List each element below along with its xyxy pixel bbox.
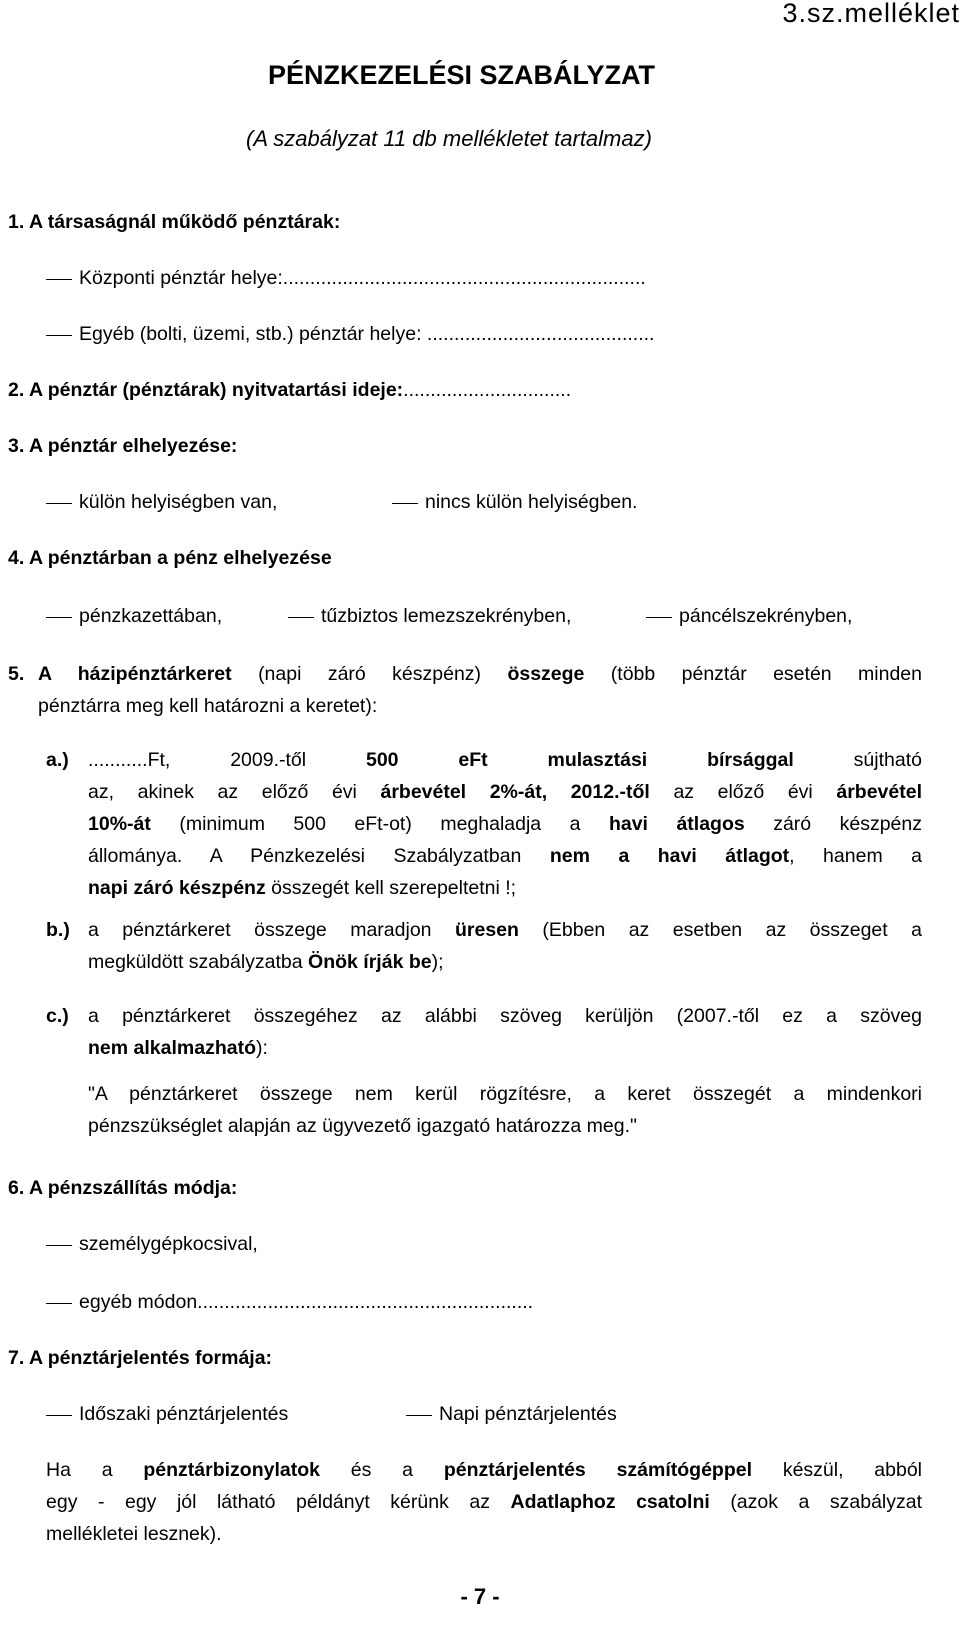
document-title: PÉNZKEZELÉSI SZABÁLYZAT [268, 60, 656, 90]
option-b-text-part: a pénztárkeret összege maradjon [88, 919, 432, 941]
option-b-label [46, 914, 70, 946]
option-a-text-part: záró készpénz [773, 813, 922, 835]
dash-marker [46, 503, 72, 504]
option-a-text-part: az, akinek az előző évi [88, 781, 357, 803]
s7-option-daily [406, 1398, 617, 1430]
option-b-marker: b.) [46, 919, 70, 941]
section-1-heading: 1. A társaságnál működő pénztárak: [8, 211, 341, 233]
section-7-heading: 7. A pénztárjelentés formája: [8, 1347, 273, 1369]
quote-line-1: "A pénztárkeret összege nem kerül rögzítésre, a keret összegét a mindenkori [88, 1083, 922, 1105]
quote-line-2: pénzszükséglet alapján az ügyvezető igazgató határozza meg." [88, 1115, 637, 1137]
option-b-text-part: (Ebben az esetben az összeget a [542, 919, 922, 941]
s1-option-other-label: Egyéb (bolti, üzemi, stb.) pénztár helye: .......................................... [79, 323, 655, 345]
dash-marker [46, 279, 72, 280]
option-b-text-part: megküldött szabályzatba [88, 951, 303, 973]
option-a-bold-part: nem a havi átlagot [549, 845, 790, 867]
section-5-paragraph [38, 658, 922, 722]
option-b-text [88, 914, 922, 978]
s3-option-1-label: külön helyiségben van, [79, 491, 278, 513]
s3-option-no-separate-room [392, 486, 637, 518]
s2-heading-text: 2. A pénztár (pénztárak) nyitvatartási ideje: [8, 379, 404, 401]
dash-marker [46, 617, 72, 618]
s4-option-1-label: pénzkazettában, [79, 605, 223, 627]
dash-marker [646, 617, 672, 618]
s4-option-3-label: páncélszekrényben, [679, 605, 853, 627]
option-a-text-part: összegét kell szerepeltetni !; [271, 877, 517, 899]
closing-bold-part: Adatlaphoz csatolni [510, 1491, 710, 1513]
s5-text-line-2: pénztárra meg kell határozni a keretet): [38, 695, 378, 717]
document-subtitle: (A szabályzat 11 db mellékletet tartalmaz) [246, 126, 652, 151]
s1-option-central [46, 262, 646, 294]
option-c-marker: c.) [46, 1005, 69, 1027]
option-a-text-part: sújtható [853, 749, 922, 771]
option-a-bold-part: 10%-át [88, 813, 151, 835]
s4-option-2-label: tűzbiztos lemezszekrényben, [321, 605, 572, 627]
s5-text: (napi záró készpénz) [258, 663, 482, 685]
option-a-bold-part: árbevétel [836, 781, 922, 803]
option-c-bold-part: nem alkalmazható [88, 1037, 256, 1059]
option-c-text [88, 1000, 922, 1064]
closing-paragraph [46, 1454, 922, 1550]
option-a-label [46, 744, 69, 776]
option-c-label [46, 1000, 69, 1032]
s4-option-safe [646, 600, 852, 632]
option-a-text-part: , hanem a [789, 845, 922, 867]
option-b-bold-part: Önök írják be [308, 951, 432, 973]
s7-option-periodic [46, 1398, 288, 1430]
s3-option-separate-room [46, 486, 277, 518]
s1-option-other [46, 318, 654, 350]
page-number: - 7 - [460, 1584, 500, 1609]
option-a-bold-part: 500 eFt mulasztási bírsággal [365, 749, 794, 771]
dash-marker [46, 1245, 72, 1246]
option-b-text-part: ); [431, 951, 444, 973]
s4-option-cash-box [46, 600, 222, 632]
option-a-text [88, 744, 922, 904]
closing-text-part: (azok a szabályzat [730, 1491, 923, 1513]
s2-dots: ............................... [403, 379, 572, 401]
option-a-bold-part: napi záró készpénz [88, 877, 266, 899]
s3-option-2-label: nincs külön helyiségben. [425, 491, 638, 513]
dash-marker [46, 1415, 72, 1416]
section-6-heading: 6. A pénzszállítás módja: [8, 1177, 238, 1199]
option-a-marker: a.) [46, 749, 69, 771]
s6-option-other [46, 1286, 533, 1318]
dash-marker [46, 1303, 72, 1304]
closing-text-part: és a [350, 1459, 414, 1481]
section-5-number: 5. [8, 663, 25, 685]
dash-marker [392, 503, 418, 504]
option-a-text-part: az előző évi [673, 781, 813, 803]
option-a-bold-part: árbevétel 2%-át, 2012.-től [380, 781, 650, 803]
option-a-text-part: (minimum 500 eFt-ot) meghaladja a [179, 813, 581, 835]
closing-text-part: Ha a [46, 1459, 113, 1481]
s6-option-2-label: egyéb módon.............................................................. [79, 1291, 534, 1313]
dash-marker [46, 335, 72, 336]
s5-bold-cash-limit: A házipénztárkeret [38, 663, 232, 685]
s4-option-fireproof-cabinet [288, 600, 571, 632]
s5-text: (több pénztár esetén minden [610, 663, 922, 685]
option-a-text-part: ...........Ft, 2009.-től [88, 749, 307, 771]
option-a-text-part: állománya. A Pénzkezelési Szabályzatban [88, 845, 522, 867]
s7-option-2-label: Napi pénztárjelentés [439, 1403, 617, 1425]
closing-text-part: készül, abból [782, 1459, 923, 1481]
option-c-quote [88, 1078, 922, 1142]
section-3-heading: 3. A pénztár elhelyezése: [8, 435, 238, 457]
closing-text-line-3: mellékletei lesznek). [46, 1523, 222, 1545]
dash-marker [406, 1415, 432, 1416]
annex-label: 3.sz.melléklet [782, 0, 960, 28]
s6-option-1-label: személygépkocsival, [79, 1233, 258, 1255]
option-c-text-line-1: a pénztárkeret összegéhez az alábbi szöveg kerüljön (2007.-től ez a szöveg [88, 1005, 922, 1027]
dash-marker [288, 617, 314, 618]
option-a-bold-part: havi átlagos [608, 813, 745, 835]
s1-option-central-label: Központi pénztár helye:................................................................... [79, 267, 646, 289]
section-4-heading: 4. A pénztárban a pénz elhelyezése [8, 547, 332, 569]
section-2-heading [8, 374, 571, 406]
closing-text-part: egy - egy jól látható példányt kérünk az [46, 1491, 490, 1513]
option-c-text-part: ): [255, 1037, 268, 1059]
closing-bold-part: pénztárbizonylatok [143, 1459, 320, 1481]
s7-option-1-label: Időszaki pénztárjelentés [79, 1403, 289, 1425]
option-b-bold-part: üresen [454, 919, 519, 941]
s5-bold-amount: összege [507, 663, 585, 685]
closing-bold-part: pénztárjelentés számítógéppel [443, 1459, 753, 1481]
s6-option-car [46, 1228, 258, 1260]
